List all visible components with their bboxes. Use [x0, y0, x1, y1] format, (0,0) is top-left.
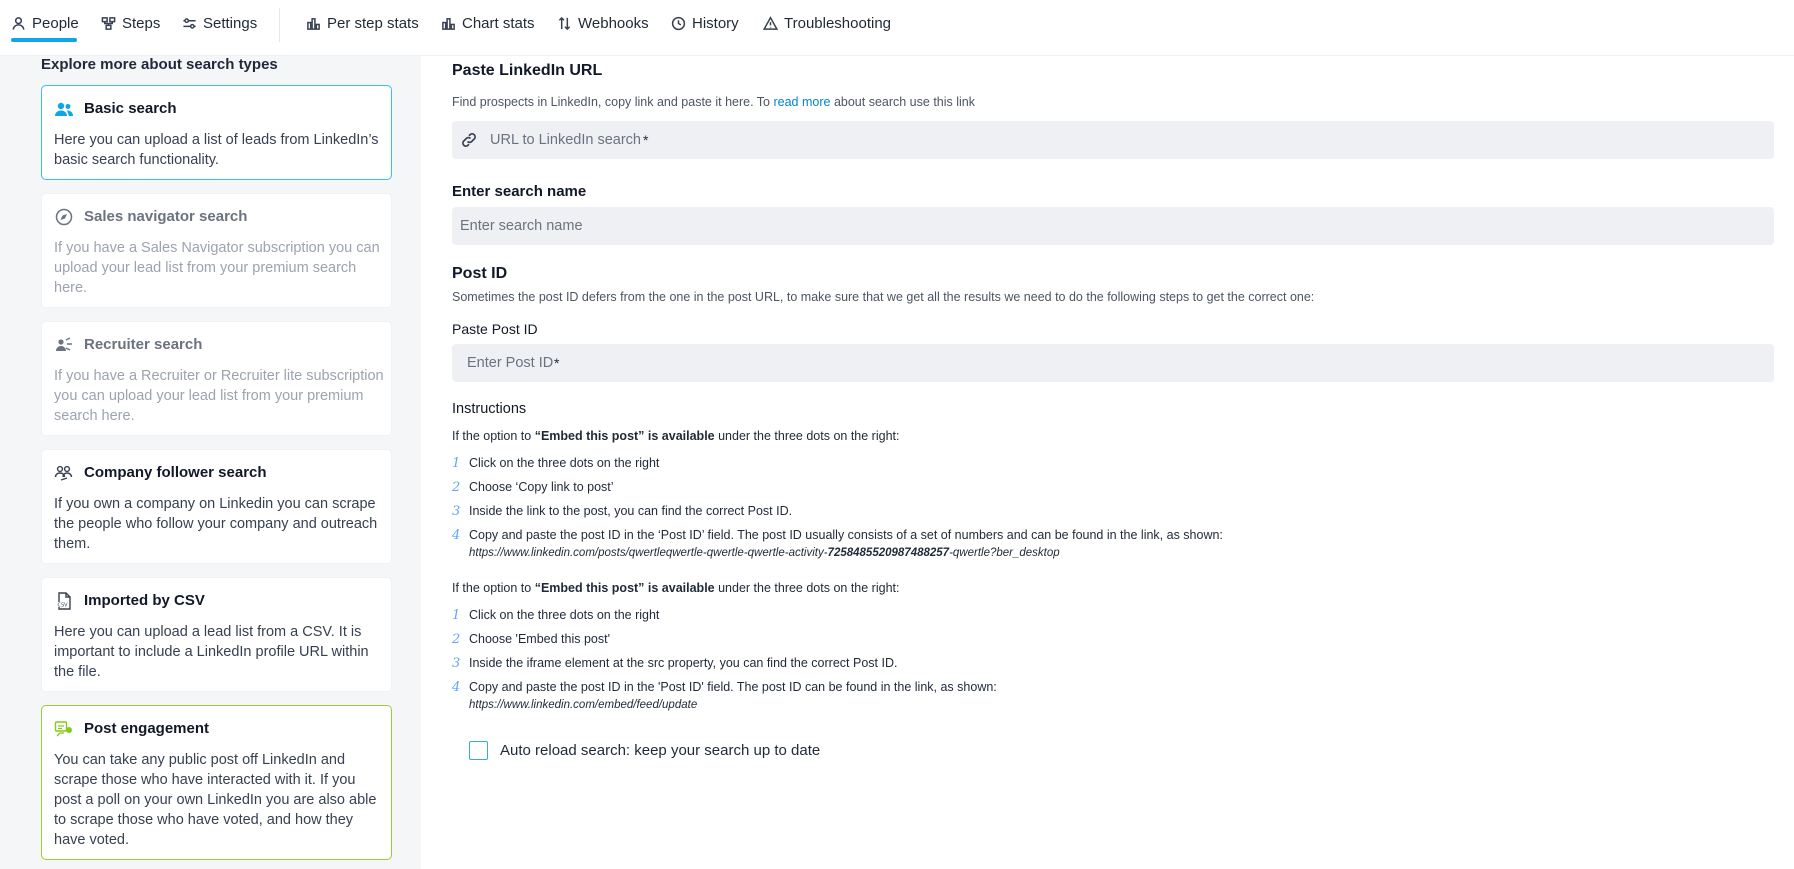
linkedin-url-help [452, 95, 975, 109]
step-text: Click on the three dots on the right [469, 608, 660, 622]
tab-label: Webhooks [578, 14, 649, 32]
step-text: Copy and paste the post ID in the ‘Post ID’ field. The post ID usually consists of a set of numbers and can be found in the link, as shown: [469, 528, 1223, 542]
tab-webhooks[interactable] [557, 12, 649, 34]
step-number: 1 [452, 456, 461, 471]
post-id-help: Sometimes the post ID defers from the one in the post URL, to make sure that we get all the results we need to do the following steps to get the correct one: [452, 290, 1315, 304]
tab-settings[interactable] [182, 12, 257, 34]
sliders-icon [182, 16, 197, 31]
card-description: If you own a company on Linkedin you can scrape the people who follow your company and outreach them. [54, 496, 378, 552]
url-text: https://www.linkedin.com/posts/qwertleqwertle-qwertle-qwertle-activity- [469, 547, 828, 559]
auto-reload-label: Auto reload search: keep your search up to date [500, 742, 821, 759]
tab-label: Steps [122, 14, 161, 32]
search-name-heading: Enter search name [452, 183, 587, 200]
card-title: Company follower search [84, 464, 267, 481]
instruction-intro [452, 429, 899, 443]
card-description: You can take any public post off LinkedIn and scrape those who have interacted with it. If you post a poll on your own LinkedIn you are also able to scrape those who have voted, and how they have voted. [54, 752, 377, 848]
post-id-field[interactable] [452, 344, 1774, 382]
card-description: If you have a Recruiter or Recruiter lite subscription you can upload your lead list from your premium search here. [54, 368, 384, 424]
clock-icon [671, 16, 686, 31]
step-text: Copy and paste the post ID in the 'Post ID' field. The post ID can be found in the link, as shown: [469, 680, 997, 694]
tab-label: History [692, 14, 739, 32]
card-description: Here you can upload a lead list from a CSV. It is important to include a LinkedIn profile URL within the file. [54, 624, 369, 680]
example-embed-url [469, 699, 697, 711]
step-number: 3 [452, 656, 461, 671]
intro-text: If the option to [452, 581, 535, 595]
card-post-engagement[interactable] [41, 705, 392, 860]
person-icon [11, 16, 26, 31]
step-text: Choose ‘Copy link to post’ [469, 480, 614, 494]
help-text: Find prospects in LinkedIn, copy link and paste it here. To [452, 95, 774, 109]
active-tab-indicator [11, 38, 77, 42]
instruction-step [452, 680, 997, 695]
step-text: Inside the iframe element at the src property, you can find the correct Post ID. [469, 656, 898, 670]
example-post-url [469, 547, 1060, 559]
group-icon [54, 464, 74, 482]
warning-icon [763, 16, 778, 31]
step-number: 4 [452, 680, 461, 695]
card-imported-by-csv[interactable] [41, 577, 392, 692]
card-title: Post engagement [84, 720, 210, 737]
help-text: about search use this link [830, 95, 975, 109]
card-title: Recruiter search [84, 336, 203, 353]
step-number: 2 [452, 632, 461, 647]
card-sales-navigator-search[interactable] [41, 193, 392, 308]
card-description: Here you can upload a list of leads from LinkedIn’s basic search functionality. [54, 132, 379, 168]
instruction-step [452, 656, 897, 671]
linkedin-url-input[interactable] [490, 121, 1690, 159]
card-title: Sales navigator search [84, 208, 248, 225]
search-types-panel [0, 56, 421, 869]
step-number: 2 [452, 480, 461, 495]
card-title: Imported by CSV [84, 592, 205, 609]
search-name-input[interactable] [460, 207, 1660, 245]
linkedin-url-heading: Paste LinkedIn URL [452, 62, 603, 79]
arrows-updown-icon [557, 16, 572, 31]
steps-icon [101, 16, 116, 31]
tab-history[interactable] [671, 12, 739, 34]
card-basic-search[interactable] [41, 85, 392, 180]
people-icon [54, 100, 74, 118]
tab-steps[interactable] [101, 12, 160, 34]
read-more-link[interactable]: read more [773, 95, 831, 109]
csv-file-icon [54, 592, 74, 610]
card-company-follower-search[interactable] [41, 449, 392, 564]
search-name-field[interactable] [452, 207, 1774, 245]
tab-label: People [32, 14, 79, 32]
panel-heading: Explore more about search types [41, 56, 278, 73]
intro-bold: “Embed this post” is available [534, 581, 715, 595]
tab-label: Troubleshooting [784, 14, 892, 32]
intro-text: under the three dots on the right: [714, 581, 900, 595]
step-number: 3 [452, 504, 461, 519]
instruction-step [452, 480, 614, 495]
link-icon [460, 131, 478, 149]
tab-troubleshooting[interactable] [763, 12, 891, 34]
card-description: If you have a Sales Navigator subscription you can upload your lead list from your premium search here. [54, 240, 380, 296]
instruction-step [452, 528, 1223, 543]
step-number: 1 [452, 608, 461, 623]
intro-text: If the option to [452, 429, 535, 443]
required-mark: * [554, 355, 560, 371]
linkedin-url-field[interactable] [452, 121, 1774, 159]
nav-divider [279, 8, 280, 42]
tab-label: Settings [203, 14, 258, 32]
auto-reload-checkbox[interactable] [469, 741, 488, 760]
url-text: https://www.linkedin.com/embed/feed/update [469, 699, 698, 711]
instruction-step [452, 632, 610, 647]
intro-text: under the three dots on the right: [714, 429, 900, 443]
recruiter-icon [54, 336, 74, 354]
url-text: -qwertle?ber_desktop [949, 547, 1060, 559]
required-mark: * [643, 132, 649, 148]
card-recruiter-search[interactable] [41, 321, 392, 436]
instructions-heading: Instructions [452, 401, 527, 417]
step-text: Inside the link to the post, you can find the correct Post ID. [469, 504, 793, 518]
instruction-step [452, 608, 659, 623]
tab-chart-stats[interactable] [441, 12, 535, 34]
tab-per-step-stats[interactable] [306, 12, 419, 34]
tab-label: Per step stats [327, 14, 419, 32]
url-post-id: 7258485520987488257 [827, 547, 950, 559]
engagement-icon [54, 720, 74, 738]
intro-bold: “Embed this post” is available [534, 429, 715, 443]
post-id-field-label: Paste Post ID [452, 321, 538, 337]
step-text: Choose 'Embed this post' [469, 632, 610, 646]
instruction-step [452, 456, 659, 471]
compass-icon [54, 208, 74, 226]
step-text: Click on the three dots on the right [469, 456, 660, 470]
post-id-input[interactable] [467, 344, 1667, 382]
tab-people[interactable] [11, 12, 79, 34]
bar-chart-icon [306, 16, 321, 31]
instruction-intro [452, 581, 899, 595]
step-number: 4 [452, 528, 461, 543]
bar-chart-icon [441, 16, 456, 31]
svg-text:CSV: CSV [57, 602, 68, 609]
card-title: Basic search [84, 100, 177, 117]
auto-reload-option[interactable] [469, 741, 820, 760]
tab-label: Chart stats [462, 14, 535, 32]
post-id-heading: Post ID [452, 265, 508, 282]
top-navigation [0, 0, 1794, 56]
instruction-step [452, 504, 792, 519]
